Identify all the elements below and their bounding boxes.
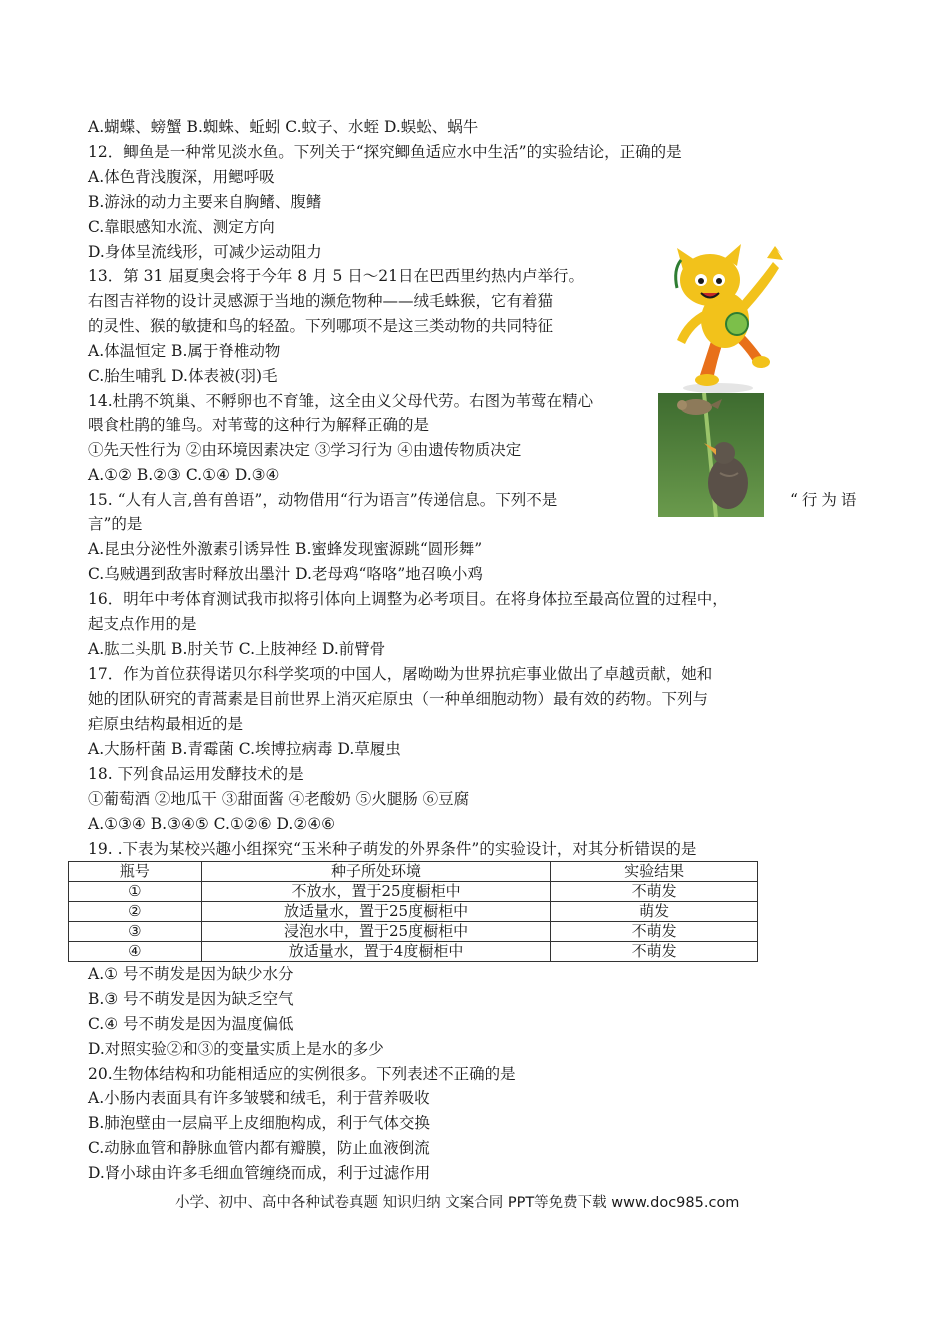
table-cell: ① bbox=[69, 882, 202, 902]
q20-option-c: C.动脉血管和静脉血管内都有瓣膜，防止血液倒流 bbox=[88, 1139, 430, 1157]
table-row bbox=[69, 922, 758, 942]
olympic-mascot-image bbox=[655, 240, 785, 395]
q15-line-1-tail: “行为语 bbox=[790, 491, 861, 509]
q19-option-c: C.④ 号不萌发是因为温度偏低 bbox=[88, 1015, 294, 1033]
table-row bbox=[69, 882, 758, 902]
q16-line-1: 16．明年中考体育测试我市拟将引体向上调整为必考项目。在将身体拉至最高位置的过程中， bbox=[88, 590, 728, 608]
table-header-row bbox=[69, 862, 758, 882]
q16-options: A.肱二头肌 B.肘关节 C.上肢神经 D.前臂骨 bbox=[88, 640, 386, 658]
q14-line-2: 喂食杜鹃的雏鸟。对苇莺的这种行为解释正确的是 bbox=[88, 416, 430, 434]
q18-options: A.①③④ B.③④⑤ C.①②⑥ D.②④⑥ bbox=[88, 815, 336, 833]
q12-option-a: A.体色背浅腹深，用鳃呼吸 bbox=[88, 168, 275, 186]
q20-stem: 20.生物体结构和功能相适应的实例很多。下列表述不正确的是 bbox=[88, 1065, 516, 1083]
q17-line-2: 她的团队研究的青蒿素是目前世界上消灭疟原虫（一种单细胞动物）最有效的药物。下列与 bbox=[88, 690, 709, 708]
q12-option-d: D.身体呈流线形，可减少运动阻力 bbox=[88, 243, 322, 261]
q12-option-b: B.游泳的动力主要来自胸鳍、腹鳍 bbox=[88, 193, 322, 211]
q17-line-3: 疟原虫结构最相近的是 bbox=[88, 715, 244, 733]
table-header: 种子所处环境 bbox=[201, 862, 550, 882]
table-row bbox=[69, 942, 758, 962]
q14-line-1: 14.杜鹃不筑巢、不孵卵也不育雏，这全由义父母代劳。右图为苇莺在精心 bbox=[88, 392, 594, 410]
q15-options-cd: C.乌贼遇到敌害时释放出墨汁 D.老母鸡“咯咯”地召唤小鸡 bbox=[88, 565, 483, 583]
q13-options-ab: A.体温恒定 B.属于脊椎动物 bbox=[88, 342, 281, 360]
reed-warbler-feeding-cuckoo-image bbox=[658, 393, 764, 517]
q20-option-a: A.小肠内表面具有许多皱襞和绒毛，利于营养吸收 bbox=[88, 1089, 430, 1107]
q18-stem: 18. 下列食品运用发酵技术的是 bbox=[88, 765, 304, 783]
q12-option-c: C.靠眼感知水流、测定方向 bbox=[88, 218, 275, 236]
q13-line-1: 13．第 31 届夏奥会将于今年 8 月 5 日～21日在巴西里约热内卢举行。 bbox=[88, 267, 584, 285]
table-cell: 萌发 bbox=[551, 902, 758, 922]
table-cell: ④ bbox=[69, 942, 202, 962]
q19-option-b: B.③ 号不萌发是因为缺乏空气 bbox=[88, 990, 294, 1008]
experiment-table bbox=[68, 861, 758, 962]
q17-line-1: 17．作为首位获得诺贝尔科学奖项的中国人，屠呦呦为世界抗疟事业做出了卓越贡献，她和 bbox=[88, 665, 713, 683]
q18-items: ①葡萄酒 ②地瓜干 ③甜面酱 ④老酸奶 ⑤火腿肠 ⑥豆腐 bbox=[88, 790, 470, 808]
q15-options-ab: A.昆虫分泌性外激素引诱异性 B.蜜蜂发现蜜源跳“圆形舞” bbox=[88, 540, 483, 558]
table-header: 瓶号 bbox=[69, 862, 202, 882]
table-cell: 放适量水，置于4度橱柜中 bbox=[201, 942, 550, 962]
q19-stem: 19. .下表为某校兴趣小组探究“玉米种子萌发的外界条件”的实验设计，对其分析错误的是 bbox=[88, 840, 697, 858]
table-cell: 不放水，置于25度橱柜中 bbox=[201, 882, 550, 902]
table-cell: 放适量水，置于25度橱柜中 bbox=[201, 902, 550, 922]
q15-line-2: 言”的是 bbox=[88, 515, 143, 533]
q13-options-cd: C.胎生哺乳 D.体表被(羽)毛 bbox=[88, 367, 278, 385]
q19-option-a: A.① 号不萌发是因为缺少水分 bbox=[88, 965, 294, 983]
q16-line-2: 起支点作用的是 bbox=[88, 615, 197, 633]
q12-stem: 12．鲫鱼是一种常见淡水鱼。下列关于“探究鲫鱼适应水中生活”的实验结论，正确的是 bbox=[88, 143, 682, 161]
q13-line-3: 的灵性、猴的敏捷和鸟的轻盈。下列哪项不是这三类动物的共同特征 bbox=[88, 317, 554, 335]
q13-line-2: 右图吉祥物的设计灵感源于当地的濒危物种——绒毛蛛猴，它有着猫 bbox=[88, 292, 554, 310]
q20-option-b: B.肺泡壁由一层扁平上皮细胞构成，利于气体交换 bbox=[88, 1114, 430, 1132]
q11-options: A.蝴蝶、螃蟹 B.蜘蛛、蚯蚓 C.蚊子、水蛭 D.蜈蚣、蜗牛 bbox=[88, 118, 479, 136]
table-cell: ③ bbox=[69, 922, 202, 942]
table-cell: ② bbox=[69, 902, 202, 922]
page-footer: 小学、初中、高中各种试卷真题 知识归纳 文案合同 PPT等免费下载 www.doc985.com bbox=[175, 1195, 740, 1211]
table-cell: 不萌发 bbox=[551, 882, 758, 902]
table-cell: 浸泡水中，置于25度橱柜中 bbox=[201, 922, 550, 942]
table-cell: 不萌发 bbox=[551, 942, 758, 962]
q14-options: A.①② B.②③ C.①④ D.③④ bbox=[88, 466, 280, 484]
q15-line-1: 15. “人有人言,兽有兽语”，动物借用“行为语言”传递信息。下列不是 bbox=[88, 491, 558, 509]
q14-items: ①先天性行为 ②由环境因素决定 ③学习行为 ④由遗传物质决定 bbox=[88, 441, 522, 459]
table-row bbox=[69, 902, 758, 922]
q20-option-d: D.肾小球由许多毛细血管缠绕而成，利于过滤作用 bbox=[88, 1164, 431, 1182]
table-header: 实验结果 bbox=[551, 862, 758, 882]
q17-options: A.大肠杆菌 B.青霉菌 C.埃博拉病毒 D.草履虫 bbox=[88, 740, 401, 758]
q19-option-d: D.对照实验②和③的变量实质上是水的多少 bbox=[88, 1040, 384, 1058]
table-cell: 不萌发 bbox=[551, 922, 758, 942]
